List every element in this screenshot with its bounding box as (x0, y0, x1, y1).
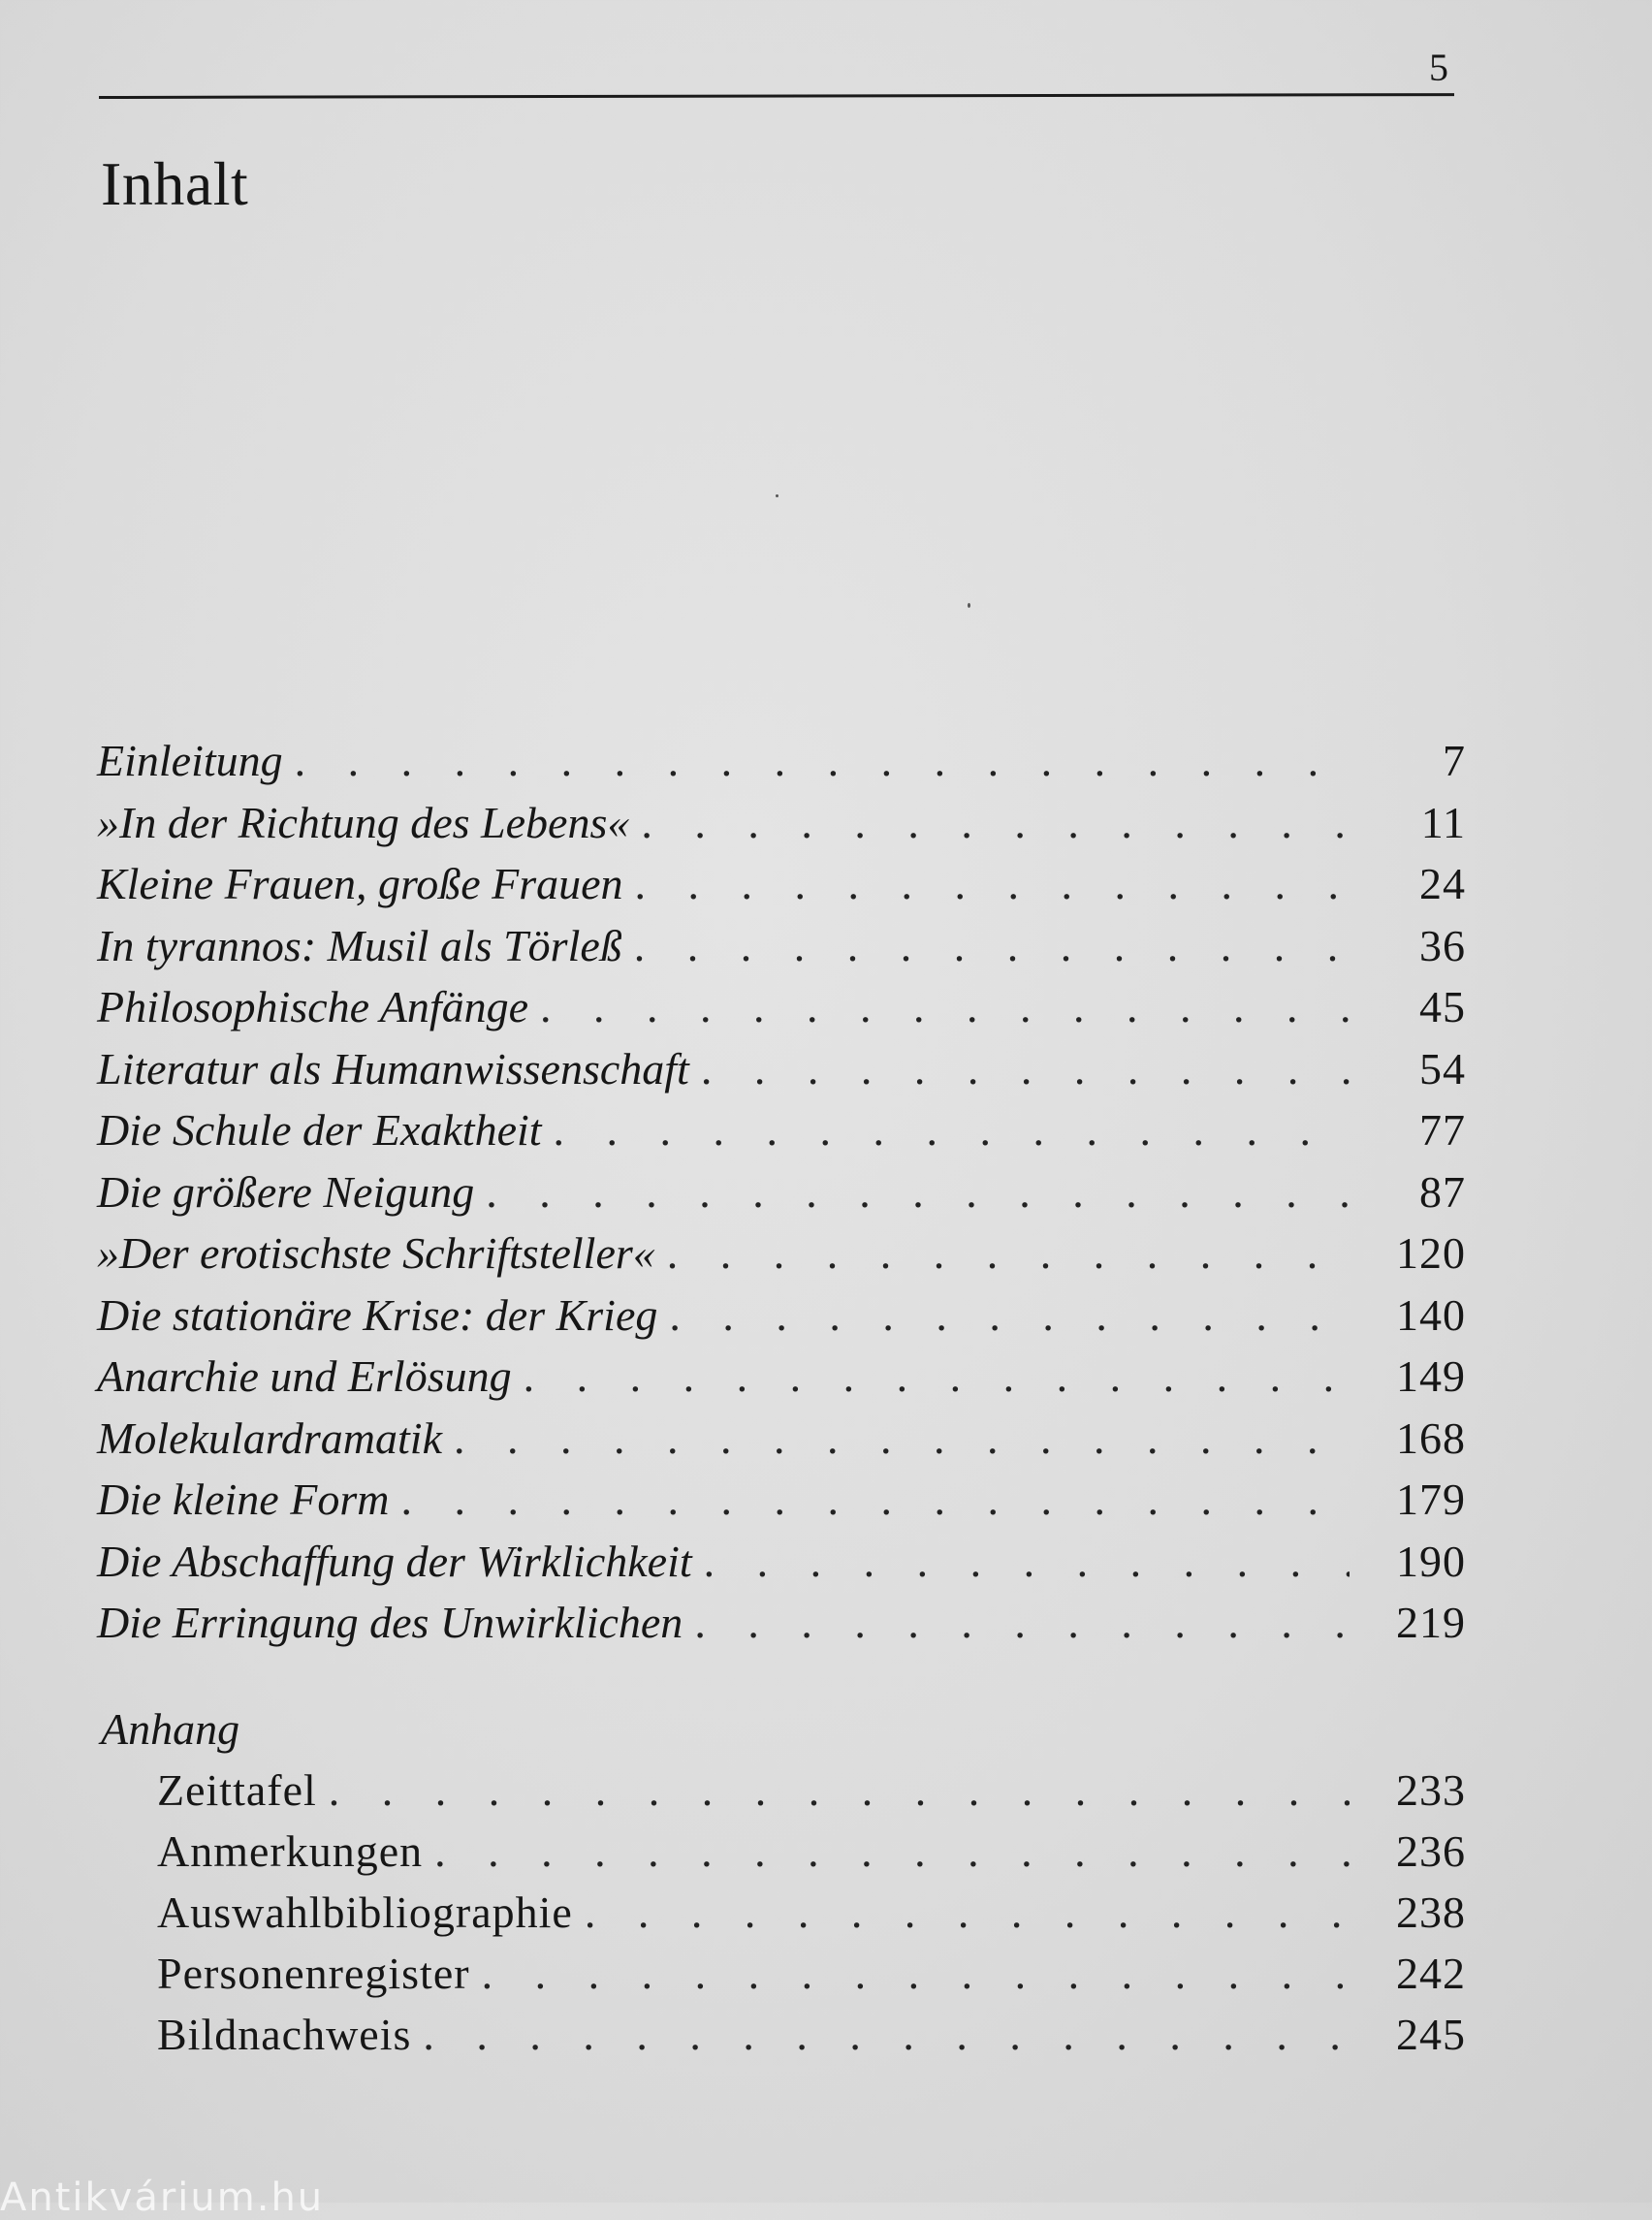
appendix-entry-page: 236 (1396, 1825, 1466, 1876)
dot-leader (423, 1825, 1350, 1877)
appendix-heading: Anhang (101, 1703, 240, 1754)
watermark: Antikvárium.hu (0, 2175, 325, 2220)
toc-entry-title: Die größere Neigung (97, 1166, 475, 1217)
toc-entry-title: Die kleine Form (97, 1475, 390, 1524)
toc-entry (97, 1289, 1466, 1351)
toc-entry-page: 45 (1419, 982, 1466, 1031)
dot-leader (689, 1043, 1350, 1094)
toc-entry-page: 36 (1419, 920, 1466, 970)
toc-entry (97, 858, 1466, 920)
dot-leader (317, 1764, 1350, 1816)
toc-entry-page: 11 (1420, 797, 1466, 847)
appendix-entry (97, 1887, 1466, 1948)
toc-entry-page: 77 (1419, 1105, 1466, 1155)
appendix-entry (97, 2009, 1466, 2070)
toc-entry-page: 54 (1419, 1043, 1466, 1094)
toc-entry-page: 120 (1396, 1228, 1466, 1278)
toc-entry (97, 1227, 1466, 1289)
dot-leader (442, 1412, 1350, 1464)
header-rule (99, 93, 1454, 99)
dot-leader (622, 920, 1350, 971)
toc-entry (97, 1474, 1466, 1536)
appendix-entry-title: Auswahlbibliographie (157, 1887, 573, 1937)
dot-leader (528, 981, 1350, 1032)
dot-leader (655, 1227, 1350, 1279)
appendix-entry-page: 238 (1396, 1887, 1466, 1937)
dot-leader (470, 1948, 1350, 1999)
toc-entry-page: 140 (1396, 1289, 1466, 1340)
toc-entry-title: Einleitung (97, 736, 283, 785)
toc-entry-page: 190 (1396, 1536, 1466, 1586)
toc-entry-title: Die Erringung des Unwirklichen (97, 1598, 683, 1647)
dot-leader (542, 1104, 1350, 1156)
dot-leader (692, 1536, 1350, 1587)
appendix-entry (97, 1948, 1466, 2009)
appendix-entry (97, 1764, 1466, 1825)
toc-entry-page: 219 (1396, 1598, 1466, 1647)
toc-entry-title: Die stationäre Krise: der Krieg (97, 1289, 658, 1340)
toc-entry (97, 920, 1466, 982)
appendix-entry-page: 233 (1396, 1764, 1466, 1815)
toc-entry-title: Anarchie und Erlösung (97, 1351, 512, 1401)
appendix-entry-title: Bildnachweis (157, 2009, 412, 2059)
appendix-entry-title: Anmerkungen (157, 1825, 424, 1876)
table-of-contents (97, 735, 1466, 2070)
paper-speck (776, 494, 778, 497)
dot-leader (629, 797, 1350, 848)
toc-entry (97, 1536, 1466, 1598)
toc-entry-title: »Der erotischste Schriftsteller« (97, 1228, 655, 1278)
toc-entry-title: Die Schule der Exaktheit (97, 1105, 542, 1155)
appendix-entry-title: Personenregister (157, 1948, 470, 1998)
dot-leader (389, 1474, 1350, 1525)
toc-entry (97, 1412, 1466, 1475)
page-title: Inhalt (101, 149, 249, 218)
dot-leader (512, 1350, 1350, 1402)
page-number: 5 (1429, 46, 1448, 89)
toc-entry (97, 1104, 1466, 1166)
toc-entry-title: Die Abschaffung der Wirklichkeit (97, 1536, 692, 1586)
appendix-entry-title: Zeittafel (157, 1764, 317, 1815)
dot-leader (474, 1166, 1350, 1218)
toc-entry-page: 168 (1396, 1412, 1466, 1463)
toc-entry-title: In tyrannos: Musil als Törleß (97, 920, 622, 970)
appendix-entry-page: 242 (1396, 1948, 1466, 1998)
toc-entry (97, 797, 1466, 859)
toc-entry (97, 1166, 1466, 1228)
appendix-entry-page: 245 (1396, 2009, 1466, 2059)
dot-leader (657, 1289, 1350, 1341)
toc-entry-title: Kleine Frauen, große Frauen (97, 859, 623, 908)
dot-leader (411, 2009, 1350, 2060)
toc-entry-page: 24 (1419, 859, 1466, 908)
toc-entry-title: Philosophische Anfänge (97, 982, 529, 1031)
dot-leader (283, 735, 1350, 786)
toc-entry-title: Molekulardramatik (97, 1412, 443, 1463)
toc-entry (97, 1597, 1466, 1659)
paper-speck (968, 603, 970, 608)
toc-entry-page: 179 (1396, 1475, 1466, 1524)
toc-entry (97, 1350, 1466, 1412)
toc-entry-page: 149 (1396, 1351, 1466, 1401)
toc-entry (97, 735, 1466, 797)
toc-entry-title: Literatur als Humanwissenschaft (97, 1043, 689, 1094)
dot-leader (573, 1887, 1350, 1938)
toc-entry-page: 87 (1419, 1166, 1466, 1217)
appendix-entry (97, 1825, 1466, 1887)
toc-entry-title: »In der Richtung des Lebens« (97, 797, 630, 847)
dot-leader (623, 858, 1350, 909)
toc-entry-page: 7 (1443, 736, 1466, 785)
toc-entry (97, 1043, 1466, 1105)
dot-leader (683, 1597, 1350, 1648)
toc-entry (97, 981, 1466, 1043)
